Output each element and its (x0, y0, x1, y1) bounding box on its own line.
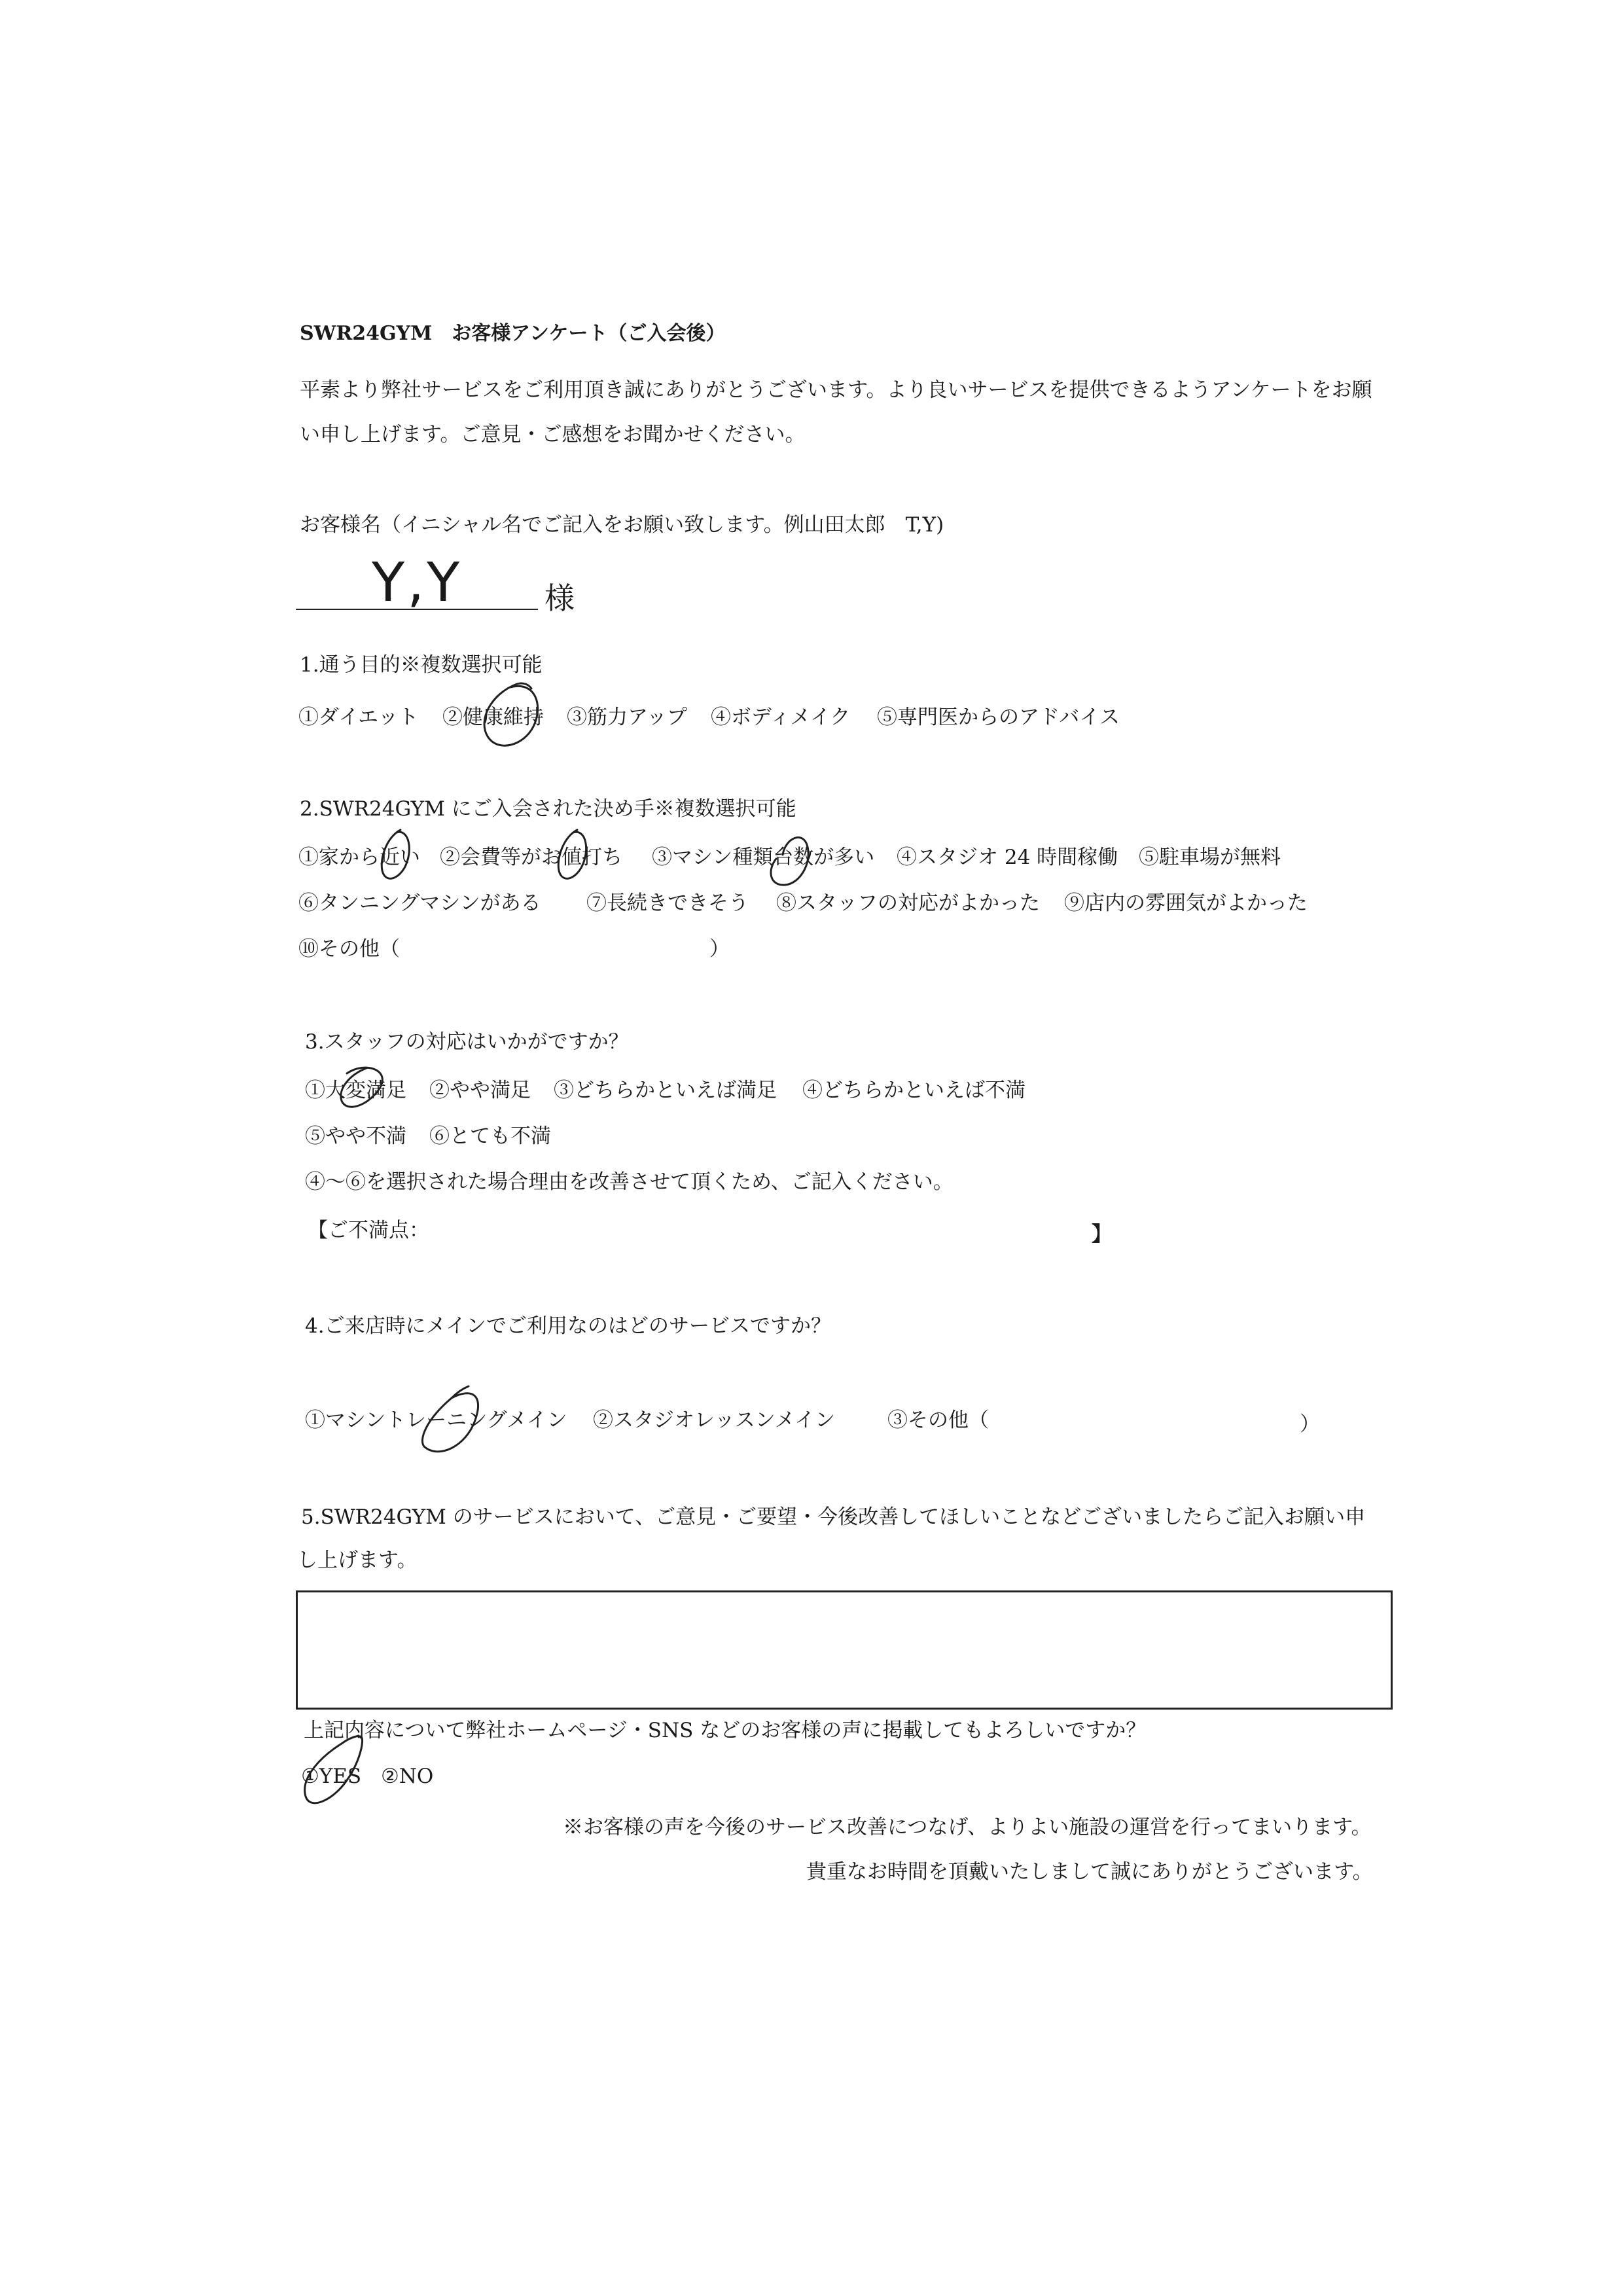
consent-question: 上記内容について弊社ホームページ・SNS などのお客様の声に掲載してもよろしいですか？ (304, 1719, 1147, 1742)
q5-comment-box[interactable] (296, 1590, 1393, 1710)
q4-option-studio[interactable]: ②スタジオレッスンメイン (593, 1408, 836, 1432)
q4-question: 4.ご来店時にメインでご利用なのはどのサービスですか？ (305, 1314, 831, 1338)
q2-option-machines[interactable]: ③マシン種類台数が多い (652, 846, 875, 869)
q2-question: 2.SWR24GYM にご入会された決め手※複数選択可能 (300, 797, 796, 821)
q4-other-close: ） (1300, 1412, 1320, 1436)
q1-option-bodymake[interactable]: ④ボディメイク (711, 706, 851, 729)
q2-other-close: ） (709, 937, 730, 961)
footer-note-line2: 貴重なお時間を頂戴いたしまして誠にありがとうございます。 (806, 1860, 1373, 1884)
q5-question-line1: 5.SWR24GYM のサービスにおいて、ご意見・ご要望・今後改善してほしいことなどございましたらご記入お願い申 (301, 1505, 1366, 1529)
customer-name-underline (296, 609, 538, 610)
q5-question-line2: し上げます。 (297, 1549, 418, 1572)
q3-question: 3.スタッフの対応はいかがですか？ (305, 1030, 629, 1054)
q2-option-other[interactable]: ⑩その他（ (298, 937, 400, 961)
q2-option-near[interactable]: ①家から近い (298, 846, 420, 869)
footer-note-line1: ※お客様の声を今後のサービス改善につなげ、よりよい施設の運営を行ってまいります。 (563, 1816, 1372, 1839)
q3-option-very-satisfied[interactable]: ①大変満足 (305, 1079, 406, 1102)
customer-name-label: お客様名（イニシャル名でご記入をお願い致します。例山田太郎 T,Y) (300, 513, 944, 537)
customer-name-value[interactable]: Y,Y (372, 552, 463, 614)
q2-option-continue[interactable]: ⑦長続きできそう (586, 891, 749, 915)
q1-option-muscle[interactable]: ③筋力アップ (567, 706, 687, 729)
intro-text-line2: い申し上げます。ご意見・ご感想をお聞かせください。 (300, 423, 806, 446)
q2-option-parking[interactable]: ⑤駐車場が無料 (1139, 846, 1281, 869)
q2-option-price[interactable]: ②会費等がお値打ち (440, 846, 622, 869)
q1-option-health[interactable]: ②健康維持 (442, 706, 544, 729)
q2-option-studio24[interactable]: ④スタジオ 24 時間稼働 (897, 846, 1118, 869)
q3-option-very-dissatisfied[interactable]: ⑥とても不満 (429, 1124, 551, 1148)
q3-option-somewhat-satisfied[interactable]: ②やや満足 (429, 1079, 531, 1102)
q1-question: 1.通う目的※複数選択可能 (300, 653, 543, 677)
consent-option-no[interactable]: ②NO (381, 1765, 434, 1788)
q3-complaint-close: 】 (1092, 1223, 1112, 1246)
survey-title: SWR24GYM お客様アンケート（ご入会後） (300, 322, 726, 345)
q3-complaint-label[interactable]: 【ご不満点： (308, 1219, 429, 1242)
q3-option-rather-satisfied[interactable]: ③どちらかといえば満足 (554, 1079, 777, 1102)
q3-note: ④～⑥を選択された場合理由を改善させて頂くため、ご記入ください。 (305, 1170, 954, 1194)
customer-name-suffix: 様 (544, 581, 575, 616)
q1-option-diet[interactable]: ①ダイエット (298, 706, 419, 729)
q2-option-tanning[interactable]: ⑥タンニングマシンがある (298, 891, 541, 915)
q4-option-machine[interactable]: ①マシントレーニングメイン (305, 1408, 567, 1432)
q2-option-staff[interactable]: ⑧スタッフの対応がよかった (776, 891, 1040, 915)
q1-option-doctor[interactable]: ⑤専門医からのアドバイス (877, 706, 1120, 729)
q3-option-somewhat-dissatisfied[interactable]: ⑤やや不満 (305, 1124, 406, 1148)
intro-text-line1: 平素より弊社サービスをご利用頂き誠にありがとうございます。より良いサービスを提供できるようアンケートをお願 (300, 378, 1372, 402)
consent-option-yes[interactable]: ①YES (301, 1765, 362, 1788)
q2-option-atmosphere[interactable]: ⑨店内の雰囲気がよかった (1064, 891, 1308, 915)
q4-option-other[interactable]: ③その他（ (887, 1408, 989, 1432)
q3-option-rather-dissatisfied[interactable]: ④どちらかといえば不満 (802, 1079, 1026, 1102)
